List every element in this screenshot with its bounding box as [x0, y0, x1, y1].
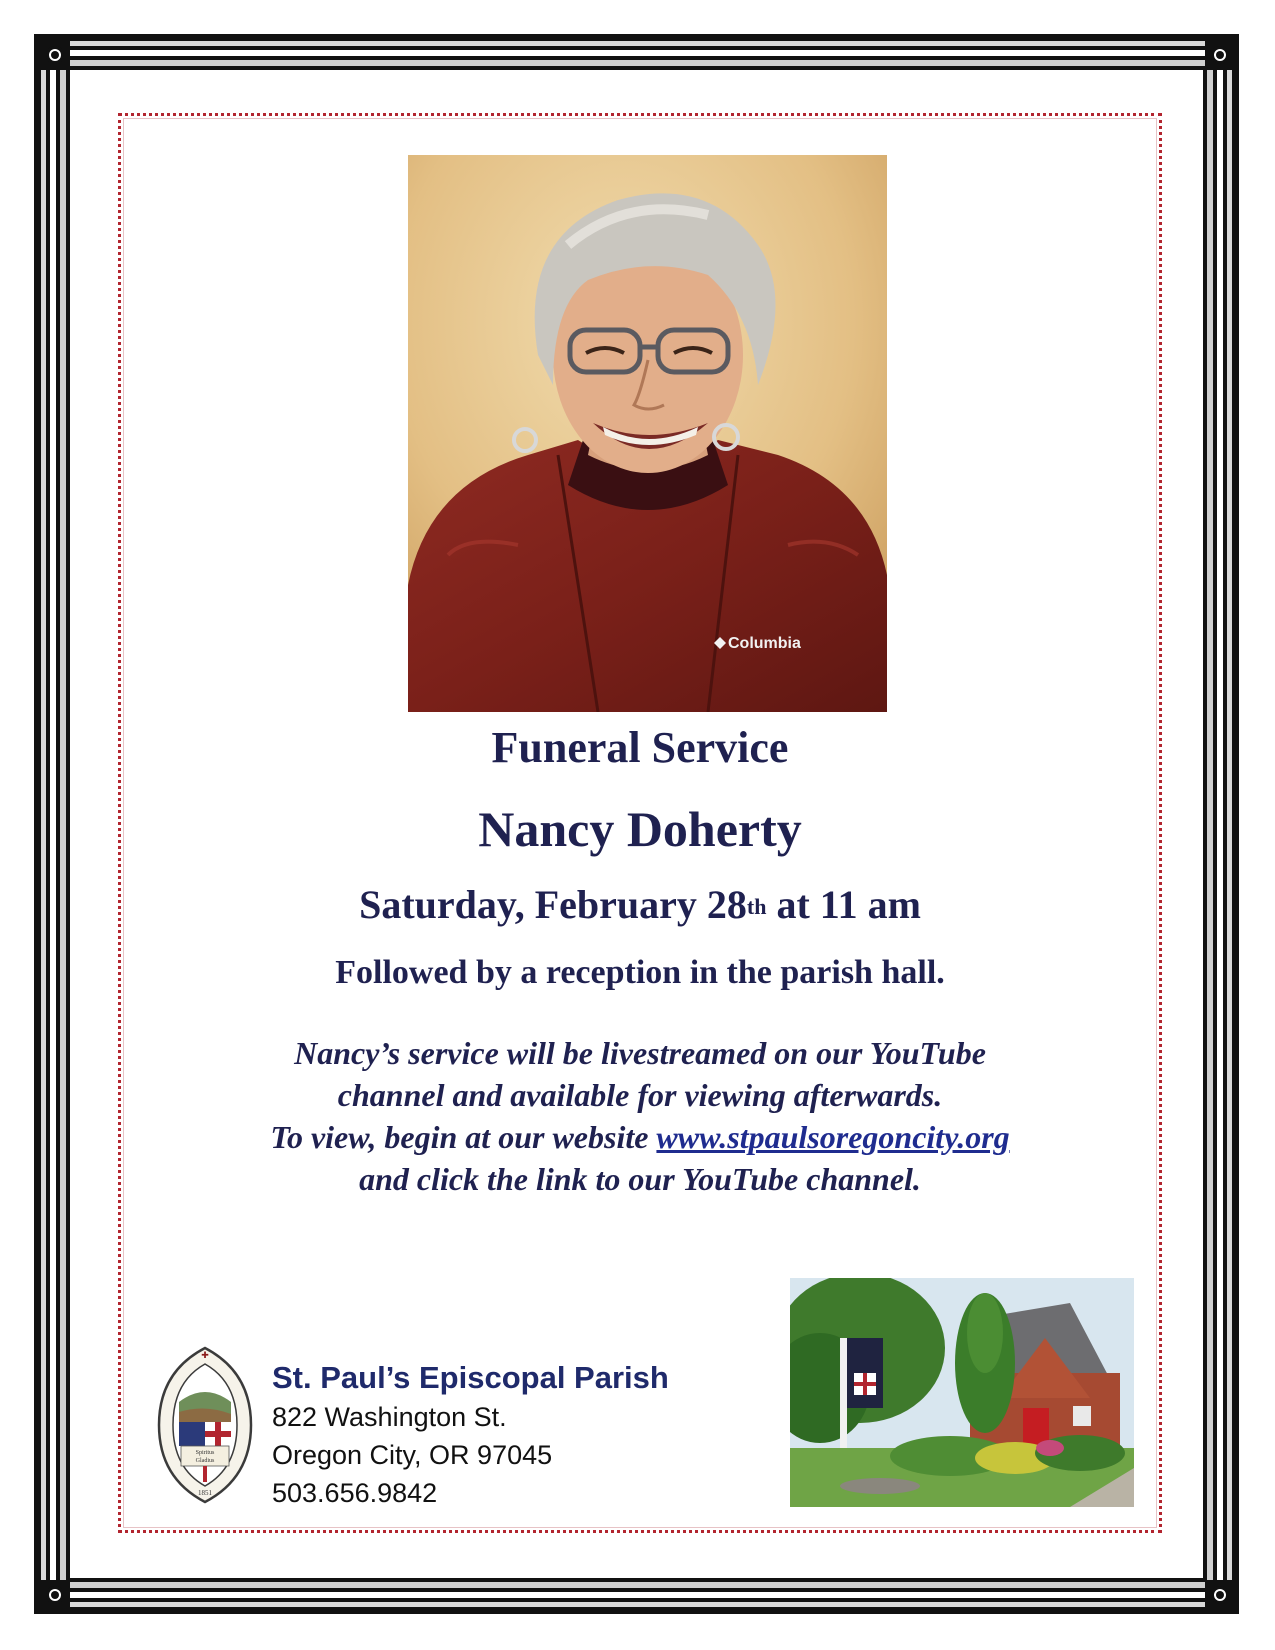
corner-ornament [40, 40, 70, 70]
parish-seal-logo [155, 1342, 255, 1508]
note-line-3 [118, 1116, 1162, 1158]
parish-street: 822 Washington St. [272, 1402, 507, 1432]
corner-ornament [40, 1580, 70, 1610]
church-photo [790, 1278, 1134, 1507]
corner-ornament [1205, 40, 1235, 70]
date-time: at 11 am [766, 882, 921, 927]
parish-info [272, 1358, 669, 1512]
heading: Funeral Service [491, 723, 789, 772]
portrait-photo [408, 155, 887, 712]
date-main: Saturday, February 28 [359, 882, 747, 927]
date-suffix: th [746, 894, 767, 919]
svg-text:Spiritus: Spiritus [195, 1450, 215, 1456]
parish-name: St. Paul’s Episcopal Parish [272, 1360, 669, 1395]
deceased-name: Nancy Doherty [478, 801, 802, 857]
parish-city: Oregon City, OR 97045 [272, 1440, 553, 1470]
svg-text:Gladius: Gladius [195, 1458, 215, 1464]
reception-text: Followed by a reception in the parish hall. [335, 954, 945, 991]
svg-text:✚: ✚ [201, 1350, 209, 1360]
note-line-1: Nancy’s service will be livestreamed on our YouTube [294, 1035, 986, 1071]
parish-phone: 503.656.9842 [272, 1478, 438, 1508]
jacket-logo-text: Columbia [728, 635, 801, 652]
corner-ornament [1205, 1580, 1235, 1610]
note-line-3-prefix: To view, begin at our website [270, 1119, 657, 1155]
website-link[interactable]: www.stpaulsoregoncity.org [656, 1119, 1010, 1155]
livestream-note [118, 1032, 1162, 1200]
svg-text:1851: 1851 [198, 1489, 212, 1497]
service-date [118, 881, 1162, 929]
note-line-4: and click the link to our YouTube channel. [359, 1161, 921, 1197]
note-line-2: channel and available for viewing afterwards. [337, 1077, 943, 1113]
